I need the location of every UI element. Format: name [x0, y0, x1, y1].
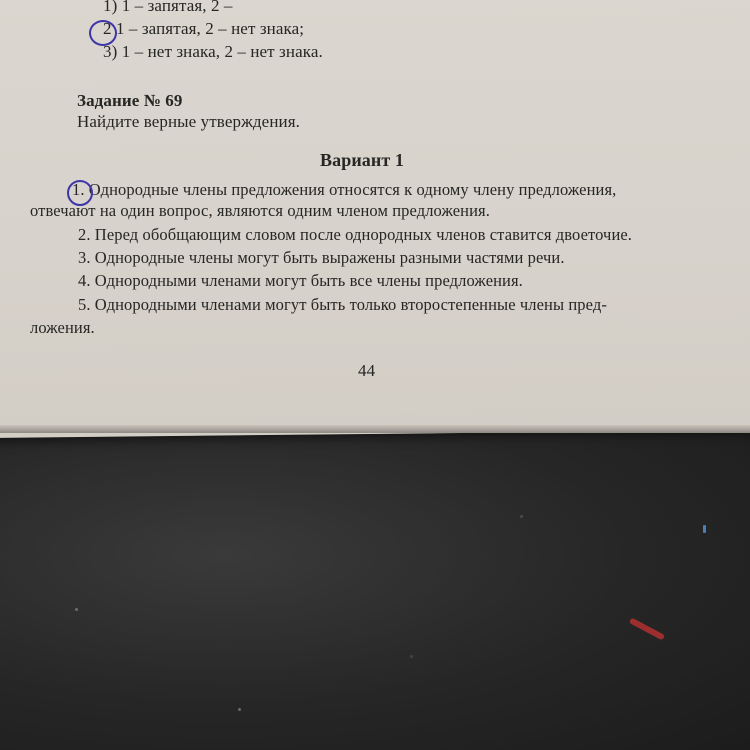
- statement-5-line-1: 5. Однородными членами могут быть только второстепенные члены пред-: [78, 295, 607, 314]
- table-surface: [0, 425, 750, 750]
- statement-5-line-2: ложения.: [30, 318, 95, 337]
- statement-4: 4. Однородными членами могут быть все члены предложения.: [78, 271, 523, 290]
- page-edge: [0, 425, 750, 433]
- speck: [520, 515, 523, 518]
- prev-option-1: 1) 1 – запятая, 2 –: [103, 0, 233, 15]
- speck: [410, 655, 413, 658]
- statement-3: 3. Однородные члены могут быть выражены разными частями речи.: [78, 248, 565, 267]
- statement-2: 2. Перед обобщающим словом после однородных членов ставится двоеточие.: [78, 225, 633, 244]
- variant-title: Вариант 1: [320, 150, 405, 170]
- page-number: 44: [358, 361, 376, 380]
- task-instruction: Найдите верные утверждения.: [77, 112, 300, 131]
- task-heading: Задание № 69: [77, 91, 183, 110]
- speck: [75, 608, 78, 611]
- speck: [238, 708, 241, 711]
- prev-option-2-text: 2 1 – запятая, 2 – нет знака;: [103, 19, 305, 38]
- prev-option-3: 3) 1 – нет знака, 2 – нет знака.: [103, 42, 323, 61]
- statement-1-line-2: отвечают на один вопрос, являются одним членом предложения.: [30, 201, 490, 220]
- blue-ink-mark: [703, 525, 706, 533]
- statement-1-line-1: 1. Однородные члены предложения относятся к одному члену предложения,: [72, 180, 617, 199]
- prev-option-2: [103, 19, 304, 39]
